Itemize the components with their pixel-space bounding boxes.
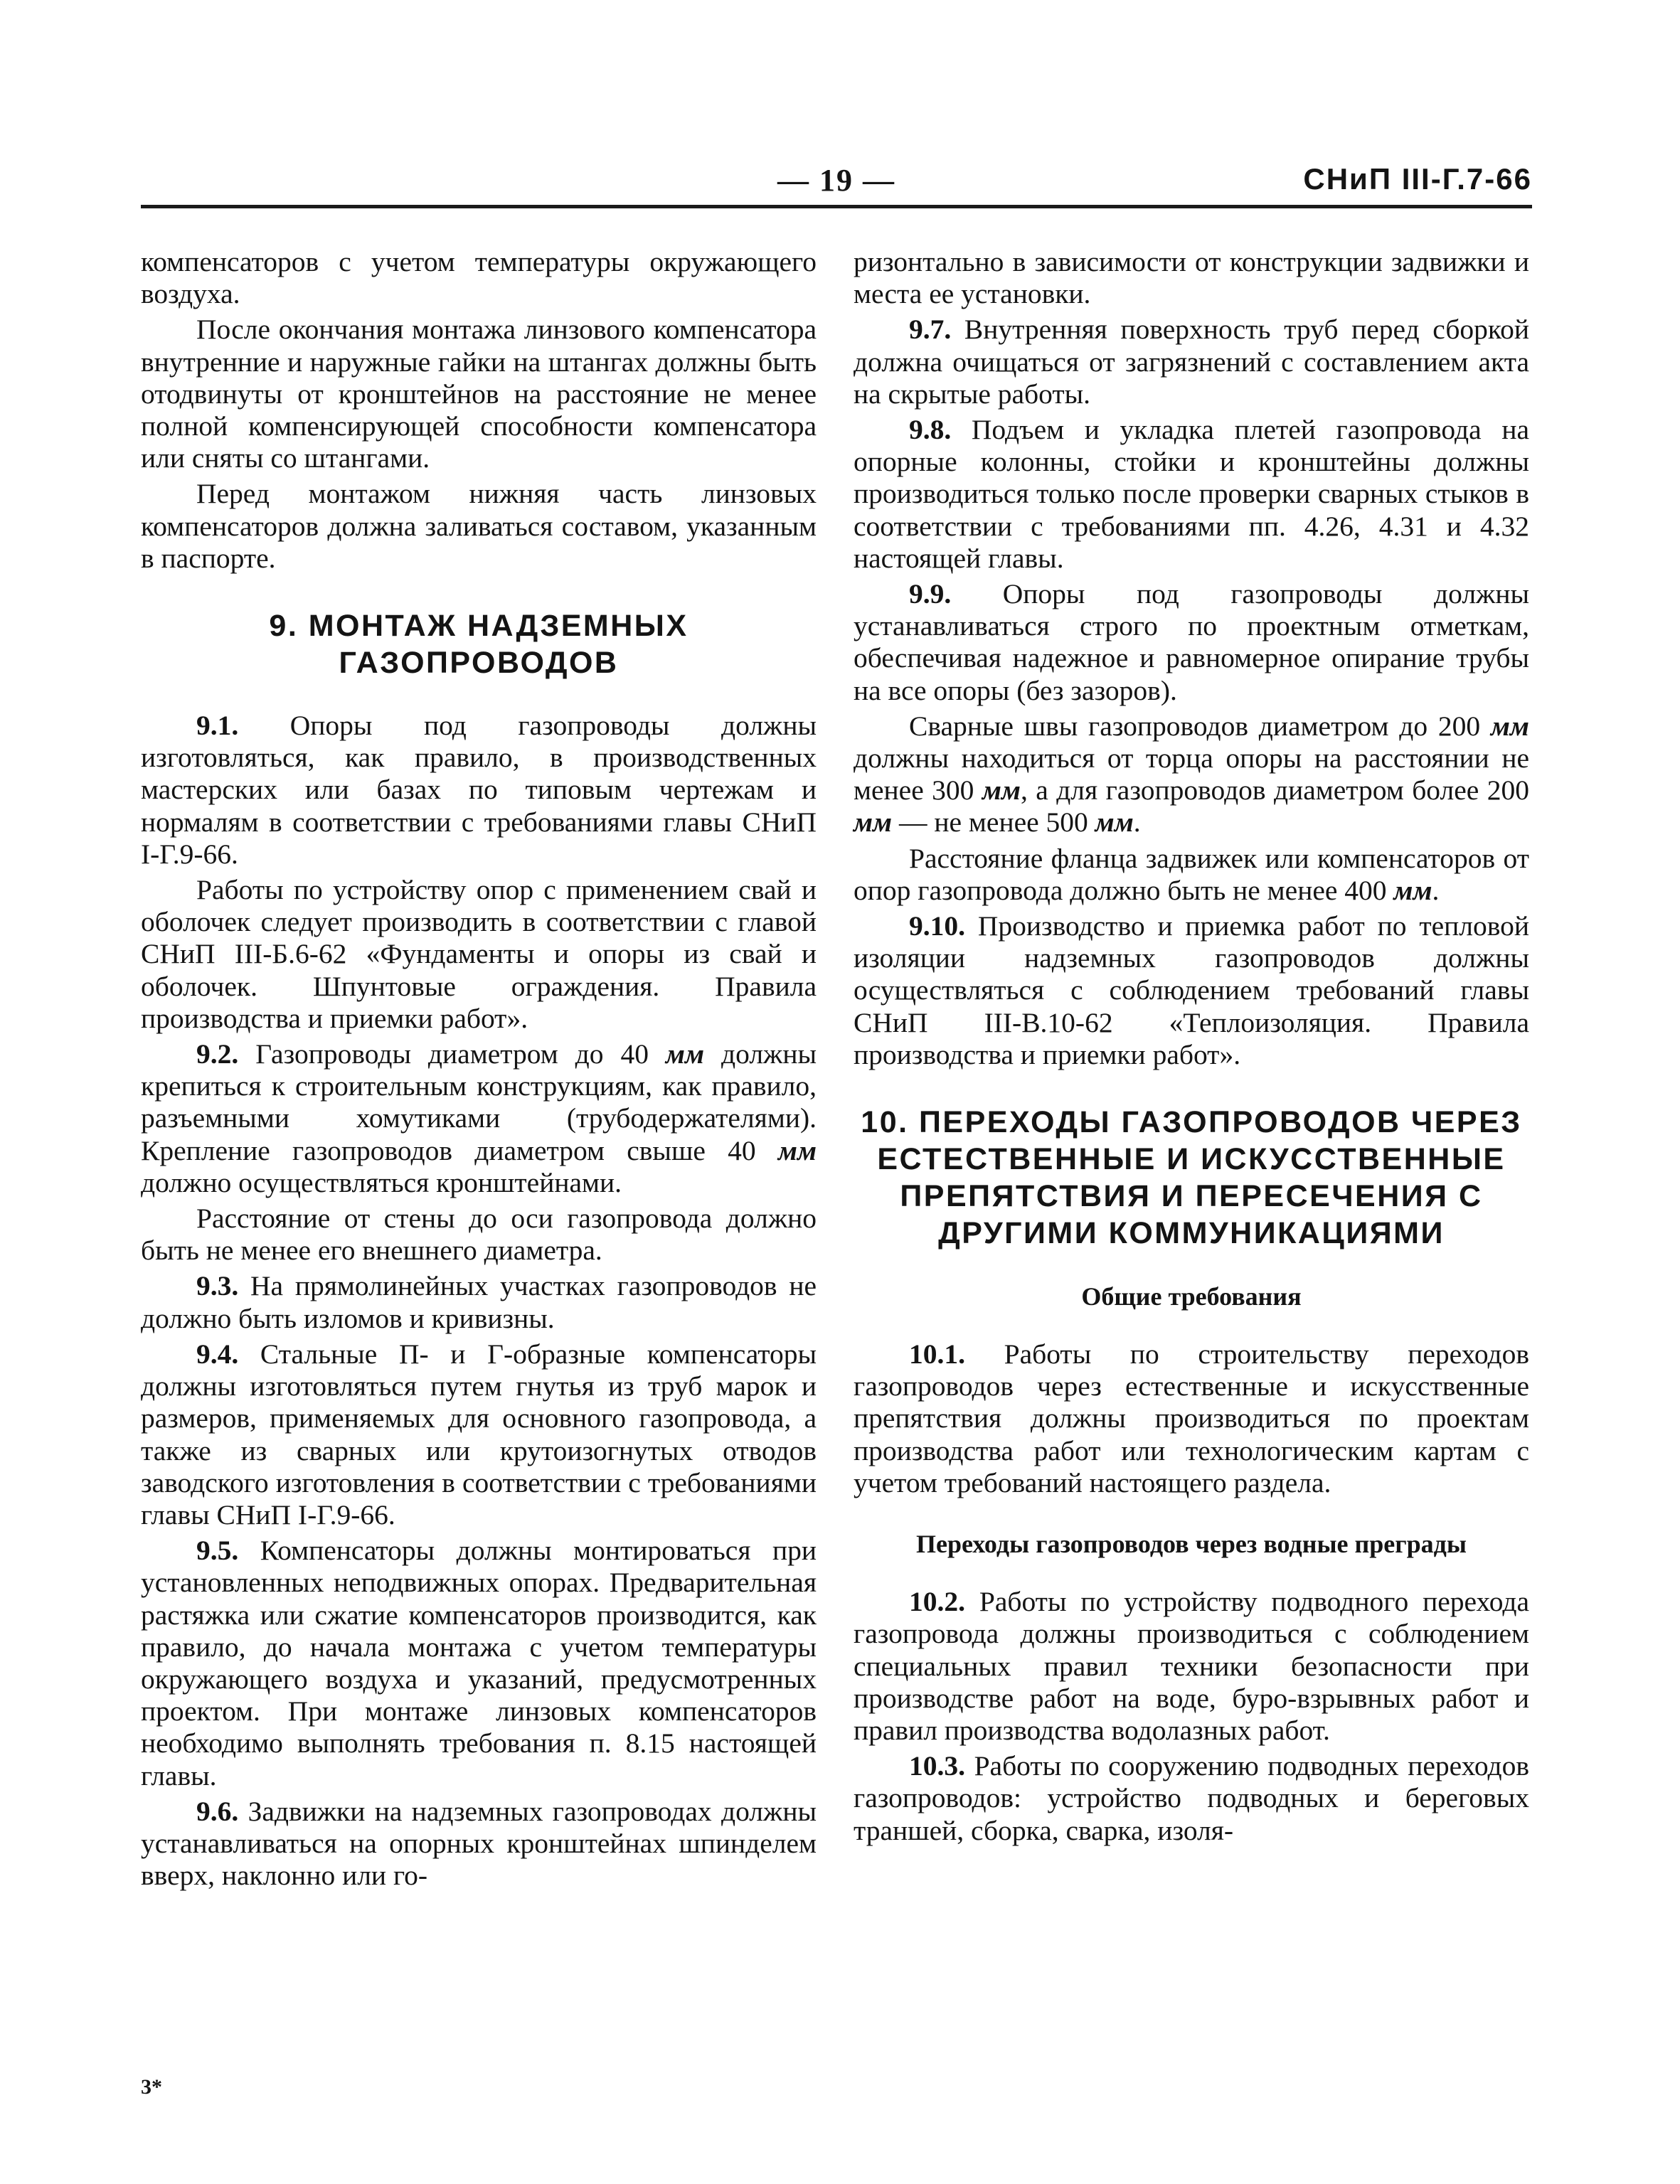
page-header [141,162,1532,205]
clause-9-5: 9.5. Компенсаторы должны монтироваться при установленных неподвижных опорах. Предварительная растяжка или сжатие компенсаторов производится, как правило, до начала монтажа с учетом температуры окружающего воздуха и указаний, предусмотренных проектом. При монтаже линзовых компенсаторов необходимо выполнять требования п. 8.15 настоящей главы. [141,1535,817,1791]
subsection-general-title: Общие требования [1081,1282,1302,1311]
clause-10-3: 10.3. Работы по сооружению подводных переходов газопроводов: устройство подводных и береговых траншей, сборка, сварка, изоля- [854,1750,1530,1846]
unit: мм [777,1134,817,1166]
page-number: — 19 — [777,163,895,198]
clause-9-8: 9.8. Подъем и укладка плетей газопровода на опорные колонны, стойки и кронштейны должны производиться только после проверки сварных стыков в соответствии с требованиями пп. 4.26, 4.31 и 4.32 настоящей главы. [854,414,1529,574]
clause-9-10: 9.10. Производство и приемка работ по тепловой изоляции надземных газопроводов должны осуществляться с соблюдением требований главы СНиП III-В.10-62 «Теплоизоляция. Правила производства и приемки работ». [854,910,1529,1070]
clause-number: 9.3. [196,1270,239,1302]
unit: мм [1393,874,1432,906]
signature-mark: 3* [141,2075,162,2099]
right-column [854,246,1529,1850]
paragraph: Расстояние от стены до оси газопровода должно быть не менее его внешнего диаметра. [141,1203,817,1267]
clause-number: 9.10. [909,910,965,942]
clause-number: 9.4. [196,1338,239,1370]
unit: мм [982,774,1021,806]
unit: мм [665,1038,705,1070]
subsection-water-title: Переходы газопроводов через водные преграды [916,1530,1467,1559]
clause-number: 9.1. [196,710,239,742]
clause-number: 9.2. [196,1038,239,1070]
clause-9-1: 9.1. Опоры под газопроводы должны изготовляться, как правило, в производственных мастерских или базах по типовым чертежам и нормалям в соответствии с требованиями главы СНиП I-Г.9-66. [141,710,817,870]
paragraph: Расстояние фланца задвижек или компенсаторов от опор газопровода должно быть не менее 400 мм. [854,842,1529,906]
clause-number: 9.7. [909,314,952,346]
clause-9-4: 9.4. Стальные П- и Г-образные компенсаторы должны изготовляться путем гнутья из труб марок и размеров, применяемых для основного газопровода, а также из сварных или крутоизогнутых отводов заводского изготовления в соответствии с требованиями главы СНиП I-Г.9-66. [141,1338,817,1530]
paragraph: ризонтально в зависимости от конструкции задвижки и места ее установки. [854,246,1529,310]
unit: мм [1490,710,1529,742]
clause-9-2: 9.2. Газопроводы диаметром до 40 мм должны крепиться к строительным конструкциям, как правило, разъемными хомутиками (трубодержателями). Крепление газопроводов диаметром свыше 40 мм должно осуществляться кронштейнами. [141,1038,817,1198]
clause-number: 9.9. [909,578,952,610]
unit: мм [1095,806,1134,838]
paragraph: После окончания монтажа линзового компенсатора внутренние и наружные гайки на штангах должны быть отодвинуты от кронштейнов на расстояние не менее полной компенсирующей способности компенсатора или сняты со штангами. [141,314,817,474]
clause-number: 10.3. [909,1750,965,1782]
paragraph: Перед монтажом нижняя часть линзовых компенсаторов должна заливаться составом, указанным в паспорте. [141,478,817,574]
clause-number: 9.5. [196,1535,239,1567]
clause-9-6: 9.6. Задвижки на надземных газопроводах должны устанавливаться на опорных кронштейнах шпинделем вверх, наклонно или го- [141,1795,817,1892]
clause-number: 9.8. [909,414,952,446]
clause-number: 10.2. [909,1586,965,1618]
document-code: СНиП III-Г.7-66 [1303,162,1532,196]
clause-10-2: 10.2. Работы по устройству подводного перехода газопровода должны производиться с соблюдением специальных правил техники безопасности при производстве работ на воде, буро-взрывных работ и правил производства водолазных работ. [854,1586,1529,1746]
clause-9-9: 9.9. Опоры под газопроводы должны устанавливаться строго по проектным отметкам, обеспечивая надежное и равномерное опирание трубы на все опоры (без зазоров). [854,578,1529,706]
paragraph: компенсаторов с учетом температуры окружающего воздуха. [141,246,817,310]
header-rule [141,205,1532,208]
section-9-title: 9. МОНТАЖ НАДЗЕМНЫХ ГАЗОПРОВОДОВ [269,609,689,681]
unit: мм [854,806,893,838]
clause-number: 10.1. [909,1338,965,1370]
clause-9-3: 9.3. На прямолинейных участках газопроводов не должно быть изломов и кривизны. [141,1270,817,1334]
paragraph: Сварные швы газопроводов диаметром до 200 мм должны находиться от торца опоры на расстоянии не менее 300 мм, а для газопроводов диаметром более 200 мм — не менее 500 мм. [854,710,1529,838]
paragraph: Работы по устройству опор с применением свай и оболочек следует производить в соответствии с главой СНиП III-Б.6-62 «Фундаменты и опоры из свай и оболочек. Шпунтовые ограждения. Правила производства и приемки работ». [141,874,817,1034]
clause-9-7: 9.7. Внутренняя поверхность труб перед сборкой должна очищаться от загрязнений с составлением акта на скрытые работы. [854,314,1529,410]
clause-10-1: 10.1. Работы по строительству переходов газопроводов через естественные и искусственные препятствия должны производиться по проектам производства работ или технологическим картам с учетом требований настоящего раздела. [854,1338,1529,1498]
clause-number: 9.6. [196,1795,239,1827]
left-column [141,246,817,1895]
section-10-title: 10. ПЕРЕХОДЫ ГАЗОПРОВОДОВ ЧЕРЕЗ ЕСТЕСТВЕННЫЕ И ИСКУССТВЕННЫЕ ПРЕПЯТСТВИЯ И ПЕРЕСЕЧЕНИЯ С ДРУГИМИ КОММУНИКАЦИЯМИ [861,1105,1522,1251]
